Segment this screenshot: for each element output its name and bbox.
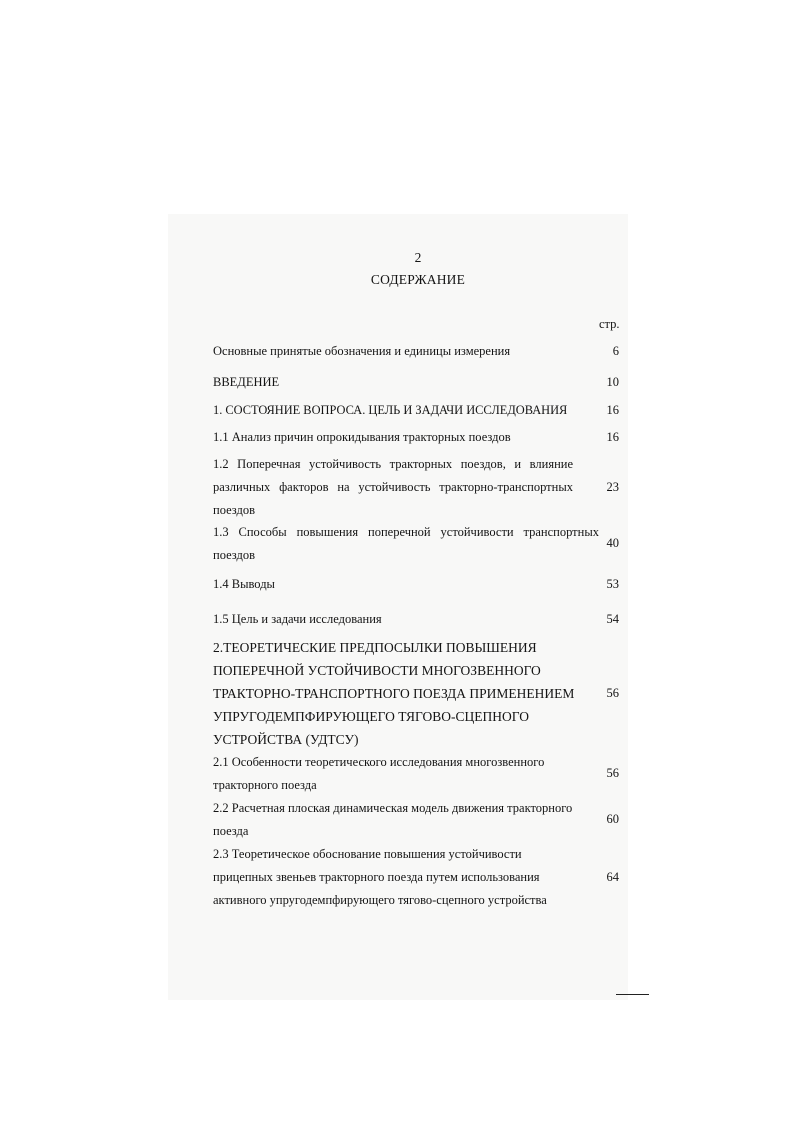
toc-entry-page: 64 (606, 870, 619, 884)
toc-entry-page: 16 (606, 430, 619, 444)
toc-entry-text: 2.2 Расчетная плоская динамическая модель движения тракторного поезда (213, 801, 573, 838)
toc-entry-page: 6 (612, 344, 619, 358)
toc-entry-text: 1. СОСТОЯНИЕ ВОПРОСА. ЦЕЛЬ И ЗАДАЧИ ИССЛЕДОВАНИЯ (213, 403, 568, 417)
toc-entry-page: 23 (606, 480, 619, 494)
toc-entry-page: 54 (606, 612, 619, 626)
toc-entry-text: 1.1 Анализ причин опрокидывания тракторных поездов (213, 430, 511, 444)
toc-entry-page: 56 (606, 686, 619, 700)
toc-entry-text: 2.ТЕОРЕТИЧЕСКИЕ ПРЕДПОСЫЛКИ ПОВЫШЕНИЯ ПОПЕРЕЧНОЙ УСТОЙЧИВОСТИ МНОГОЗВЕННОГО ТРАКТОРНО-ТРАНСПОРТНОГО ПОЕЗДА ПРИМЕНЕНИЕМ УПРУГОДЕМПФИРУЮЩЕГО ТЯГОВО-СЦЕПНОГО УСТРОЙСТВА (УДТСУ) (213, 640, 575, 747)
toc-entry-text: 2.1 Особенности теоретического исследования многозвенного тракторного поезда (213, 755, 545, 792)
toc-entry-text: Основные принятые обозначения и единицы измерения (213, 344, 511, 358)
toc-entry-text: ВВЕДЕНИЕ (213, 375, 280, 389)
toc-entry-text: 1.5 Цель и задачи исследования (213, 612, 382, 626)
toc-entry-page: 10 (606, 375, 619, 389)
toc-entry-text: 1.4 Выводы (213, 577, 275, 591)
toc-entry-page: 16 (606, 403, 619, 417)
toc-entry-text: 2.3 Теоретическое обоснование повышения устойчивости прицепных звеньев тракторного поезда путем использования активного упругодемпфирующего тягово-сцепного устройства (213, 847, 547, 907)
bottom-rule (616, 994, 649, 995)
toc-entry-page: 53 (606, 577, 619, 591)
toc-entry-page: 56 (606, 766, 619, 780)
toc-entry-text: 1.2 Поперечная устойчивость тракторных поездов, и влияние различных факторов на устойчивость тракторно-транспортных поездов (213, 457, 573, 517)
toc-entry-page: 40 (606, 536, 619, 550)
toc-entry-page: 60 (606, 812, 619, 826)
page-column-label: стр. (599, 317, 620, 331)
page-title: СОДЕРЖАНИЕ (370, 272, 466, 287)
page-number: 2 (414, 250, 422, 265)
toc-entry-text: 1.3 Способы повышения поперечной устойчивости транспортных поездов (213, 525, 599, 562)
